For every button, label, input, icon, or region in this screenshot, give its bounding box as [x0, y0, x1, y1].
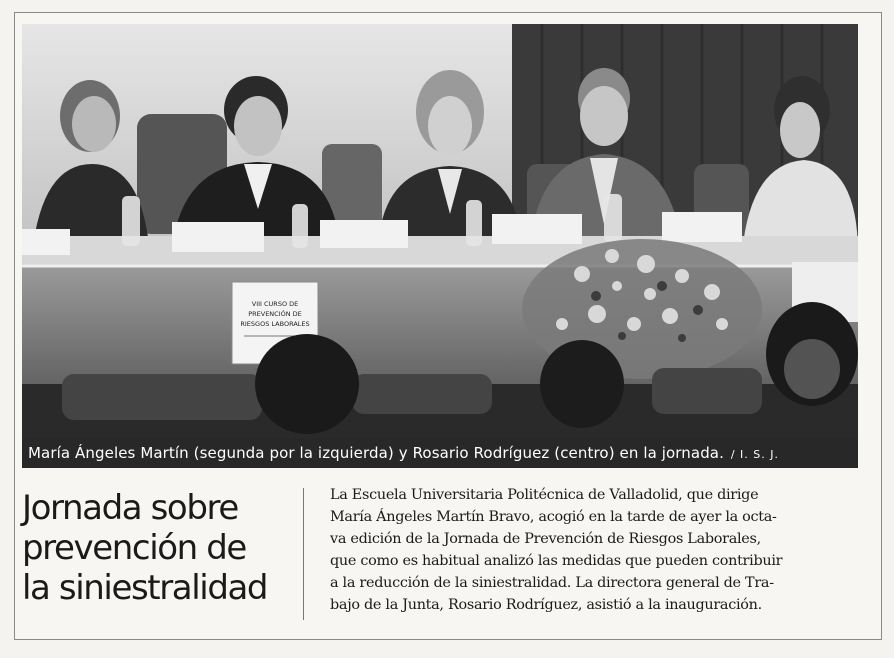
headline-line: Jornada sobre — [22, 488, 238, 528]
sign-line: VIII CURSO DE — [251, 300, 299, 308]
headline — [22, 488, 302, 608]
water-bottle — [122, 196, 140, 246]
photo-credit: / I. S. J. — [730, 448, 780, 461]
sign-line: RIESGOS LABORALES — [240, 320, 310, 328]
water-bottle — [292, 204, 308, 248]
audience-head — [540, 340, 624, 428]
photo-caption — [22, 438, 858, 468]
name-card — [172, 222, 264, 252]
water-bottle — [466, 200, 482, 246]
audience-head — [255, 334, 359, 434]
column-divider — [303, 488, 304, 620]
photo-illustration — [22, 24, 858, 468]
body-line: a la reducción de la siniestralidad. La directora general de Tra- — [330, 575, 774, 591]
name-card — [22, 229, 70, 255]
name-card — [492, 214, 582, 244]
caption-text: María Ángeles Martín (segunda por la izquierda) y Rosario Rodríguez (centro) en la jornada. — [28, 444, 724, 462]
body-line: María Ángeles Martín Bravo, acogió en la tarde de ayer la octa- — [330, 509, 777, 525]
headline-line: prevención de — [22, 528, 246, 568]
name-card — [320, 220, 408, 248]
body-line: que como es habitual analizó las medidas que pueden contribuir — [330, 553, 783, 569]
article-body — [330, 484, 858, 616]
sign-line: PREVENCIÓN DE — [248, 310, 302, 318]
headline-line: la siniestralidad — [22, 568, 268, 608]
water-bottle — [604, 194, 622, 242]
body-line: bajo de la Junta, Rosario Rodríguez, asistió a la inauguración. — [330, 597, 762, 613]
body-line: va edición de la Jornada de Prevención de Riesgos Laborales, — [330, 531, 761, 547]
news-photo — [22, 24, 858, 468]
name-card — [662, 212, 742, 242]
body-line: La Escuela Universitaria Politécnica de Valladolid, que dirige — [330, 487, 759, 503]
